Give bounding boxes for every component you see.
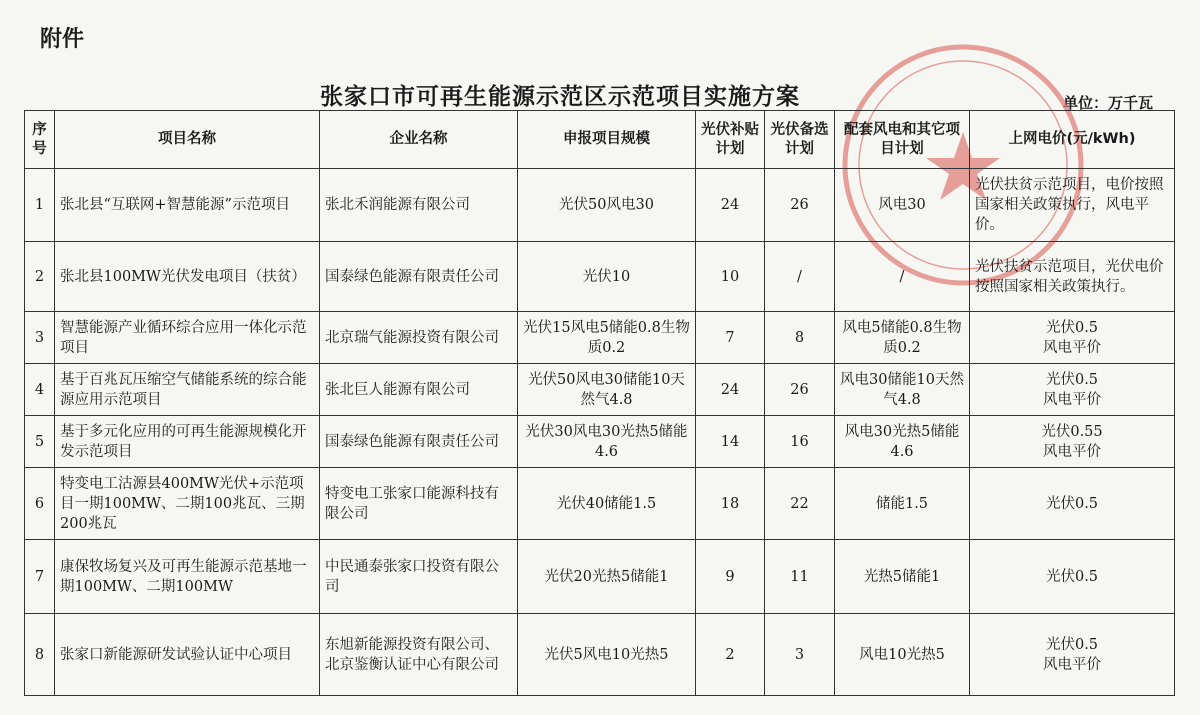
cell-wind-other: 风电30储能10天然气4.8	[835, 364, 970, 416]
cell-scale: 光伏10	[518, 242, 696, 312]
cell-wind-other: 风电30光热5储能4.6	[835, 416, 970, 468]
cell-project: 智慧能源产业循环综合应用一体化示范项目	[55, 312, 320, 364]
cell-no: 2	[25, 242, 55, 312]
cell-pv-backup: 8	[765, 312, 835, 364]
cell-scale: 光伏15风电5储能0.8生物质0.2	[518, 312, 696, 364]
attachment-label: 附件	[40, 27, 85, 52]
cell-pv-subsidy: 24	[696, 169, 765, 242]
cell-pv-backup: 3	[765, 614, 835, 696]
cell-scale: 光伏40储能1.5	[518, 468, 696, 540]
cell-pv-subsidy: 7	[696, 312, 765, 364]
cell-pv-subsidy: 9	[696, 540, 765, 614]
header-wind-other: 配套风电和其它项目计划	[835, 111, 970, 169]
cell-pv-backup: /	[765, 242, 835, 312]
table-row	[25, 169, 1175, 242]
cell-scale: 光伏20光热5储能1	[518, 540, 696, 614]
cell-project: 康保牧场复兴及可再生能源示范基地一期100MW、二期100MW	[55, 540, 320, 614]
cell-price: 光伏0.5 风电平价	[970, 312, 1175, 364]
cell-price: 光伏扶贫示范项目，电价按照国家相关政策执行，风电平价。	[970, 169, 1175, 242]
header-pv-subsidy: 光伏补贴计划	[696, 111, 765, 169]
table-row	[25, 242, 1175, 312]
table-row	[25, 468, 1175, 540]
cell-pv-backup: 11	[765, 540, 835, 614]
cell-price: 光伏0.5	[970, 468, 1175, 540]
header-project-name: 项目名称	[55, 111, 320, 169]
cell-wind-other: 储能1.5	[835, 468, 970, 540]
header-scale: 申报项目规模	[518, 111, 696, 169]
cell-scale: 光伏50风电30储能10天然气4.8	[518, 364, 696, 416]
header-company-name: 企业名称	[320, 111, 518, 169]
cell-pv-backup: 26	[765, 169, 835, 242]
cell-company: 国泰绿色能源有限责任公司	[320, 242, 518, 312]
cell-pv-subsidy: 24	[696, 364, 765, 416]
table-row	[25, 416, 1175, 468]
header-pv-backup: 光伏备选计划	[765, 111, 835, 169]
cell-project: 特变电工沽源县400MW光伏+示范项目一期100MW、二期100兆瓦、三期200兆瓦	[55, 468, 320, 540]
cell-project: 张北县“互联网+智慧能源”示范项目	[55, 169, 320, 242]
cell-scale: 光伏50风电30	[518, 169, 696, 242]
cell-pv-subsidy: 14	[696, 416, 765, 468]
table-row	[25, 614, 1175, 696]
cell-no: 1	[25, 169, 55, 242]
cell-price: 光伏0.5	[970, 540, 1175, 614]
cell-company: 国泰绿色能源有限责任公司	[320, 416, 518, 468]
cell-company: 特变电工张家口能源科技有限公司	[320, 468, 518, 540]
cell-scale: 光伏5风电10光热5	[518, 614, 696, 696]
table-row	[25, 540, 1175, 614]
cell-pv-subsidy: 2	[696, 614, 765, 696]
cell-company: 中民通泰张家口投资有限公司	[320, 540, 518, 614]
cell-pv-backup: 22	[765, 468, 835, 540]
cell-project: 基于多元化应用的可再生能源规模化开发示范项目	[55, 416, 320, 468]
cell-project: 张北县100MW光伏发电项目（扶贫）	[55, 242, 320, 312]
cell-project: 基于百兆瓦压缩空气储能系统的综合能源应用示范项目	[55, 364, 320, 416]
cell-no: 6	[25, 468, 55, 540]
project-table	[24, 110, 1175, 696]
table-header-row	[25, 111, 1175, 169]
unit-label: 单位：万千瓦	[1063, 94, 1154, 112]
cell-wind-other: 风电10光热5	[835, 614, 970, 696]
header-price: 上网电价(元/kWh)	[970, 111, 1175, 169]
cell-scale: 光伏30风电30光热5储能4.6	[518, 416, 696, 468]
cell-wind-other: 光热5储能1	[835, 540, 970, 614]
cell-no: 3	[25, 312, 55, 364]
cell-project: 张家口新能源研发试验认证中心项目	[55, 614, 320, 696]
cell-no: 5	[25, 416, 55, 468]
cell-price: 光伏0.5 风电平价	[970, 364, 1175, 416]
cell-pv-subsidy: 10	[696, 242, 765, 312]
cell-price: 光伏扶贫示范项目，光伏电价按照国家相关政策执行。	[970, 242, 1175, 312]
cell-company: 张北禾润能源有限公司	[320, 169, 518, 242]
cell-no: 7	[25, 540, 55, 614]
table-row	[25, 364, 1175, 416]
header-no: 序号	[25, 111, 55, 169]
cell-company: 北京瑞气能源投资有限公司	[320, 312, 518, 364]
cell-pv-backup: 16	[765, 416, 835, 468]
cell-company: 东旭新能源投资有限公司、北京鉴衡认证中心有限公司	[320, 614, 518, 696]
cell-wind-other: /	[835, 242, 970, 312]
cell-price: 光伏0.5 风电平价	[970, 614, 1175, 696]
table-row	[25, 312, 1175, 364]
cell-company: 张北巨人能源有限公司	[320, 364, 518, 416]
cell-price: 光伏0.55 风电平价	[970, 416, 1175, 468]
cell-pv-backup: 26	[765, 364, 835, 416]
cell-wind-other: 风电30	[835, 169, 970, 242]
cell-no: 4	[25, 364, 55, 416]
cell-wind-other: 风电5储能0.8生物质0.2	[835, 312, 970, 364]
cell-pv-subsidy: 18	[696, 468, 765, 540]
document-title: 张家口市可再生能源示范区示范项目实施方案	[320, 84, 800, 110]
cell-no: 8	[25, 614, 55, 696]
